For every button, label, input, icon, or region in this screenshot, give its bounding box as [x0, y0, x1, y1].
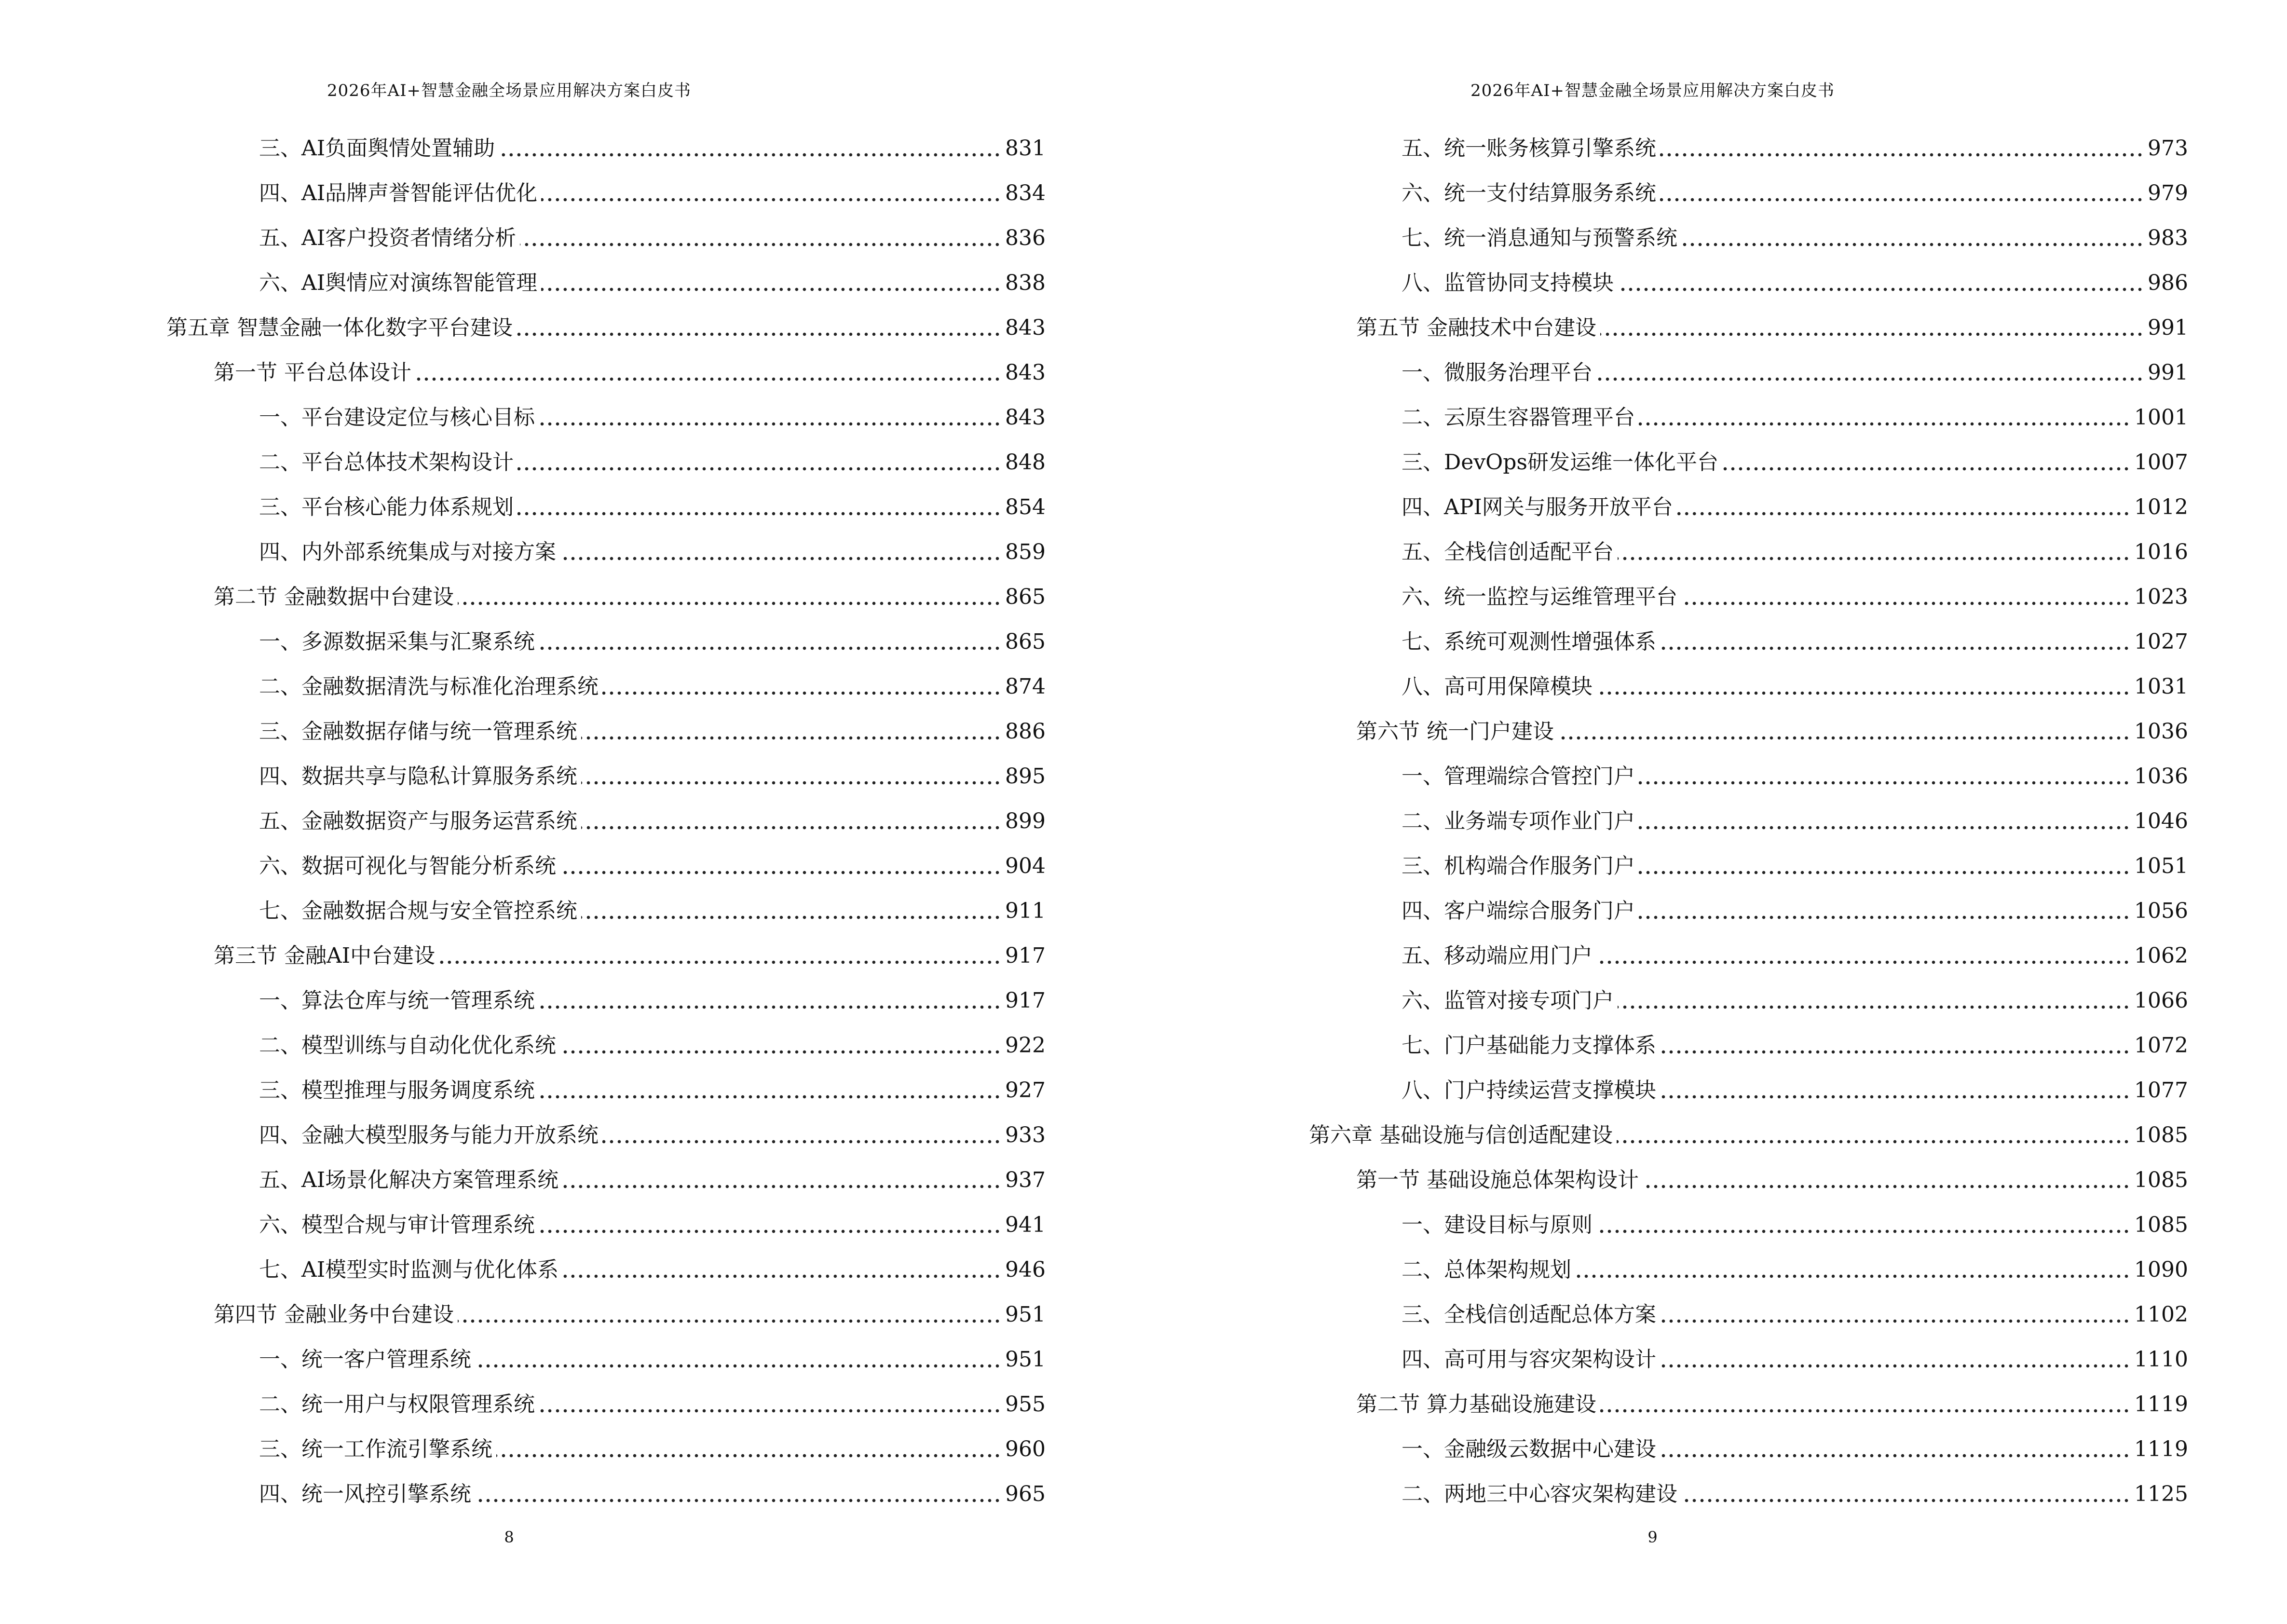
dot-leader — [1681, 1497, 2130, 1504]
toc-entry-page-number: 991 — [2148, 315, 2188, 340]
dot-leader — [458, 1318, 1001, 1324]
dot-leader — [517, 510, 1001, 517]
toc-entry-title: 第一节 基础设施总体架构设计 — [1356, 1168, 1639, 1192]
toc-list — [1309, 118, 2188, 1509]
toc-chapter-entry[interactable] — [166, 298, 1046, 342]
toc-entry-title: 五、全栈信创适配平台 — [1402, 540, 1614, 564]
dot-leader — [1575, 1273, 2130, 1280]
toc-subsection-entry[interactable] — [166, 163, 1046, 208]
toc-subsection-entry[interactable] — [166, 1150, 1046, 1195]
right-page — [1144, 0, 2287, 1624]
toc-entry-title: 一、管理端综合管控门户 — [1402, 764, 1635, 789]
toc-entry-page-number: 1119 — [2134, 1392, 2188, 1417]
toc-entry-title: 一、统一客户管理系统 — [259, 1347, 471, 1372]
toc-subsection-entry[interactable] — [1309, 746, 2188, 791]
dot-leader — [1639, 779, 2130, 786]
toc-subsection-entry[interactable] — [166, 432, 1046, 477]
toc-entry-page-number: 933 — [1005, 1123, 1046, 1147]
toc-subsection-entry[interactable] — [1309, 836, 2188, 881]
toc-subsection-entry[interactable] — [166, 1329, 1046, 1374]
toc-entry-page-number: 1085 — [2134, 1123, 2188, 1147]
dot-leader — [1660, 1318, 2130, 1324]
dot-leader — [602, 1138, 1001, 1145]
toc-subsection-entry[interactable] — [1309, 432, 2188, 477]
toc-entry-title: 二、两地三中心容灾架构建设 — [1402, 1482, 1677, 1506]
dot-leader — [1618, 1004, 2130, 1010]
page-number: 8 — [504, 1528, 514, 1546]
toc-entry-page-number: 1110 — [2134, 1347, 2188, 1372]
toc-subsection-entry[interactable] — [166, 1374, 1046, 1419]
toc-subsection-entry[interactable] — [1309, 1015, 2188, 1060]
toc-entry-page-number: 1001 — [2134, 405, 2188, 430]
toc-subsection-entry[interactable] — [166, 1060, 1046, 1105]
toc-subsection-entry[interactable] — [1309, 1240, 2188, 1284]
toc-entry-title: 六、AI舆情应对演练智能管理 — [259, 271, 538, 295]
dot-leader — [1660, 196, 2144, 203]
toc-entry-page-number: 843 — [1005, 360, 1046, 385]
toc-subsection-entry[interactable] — [1309, 1284, 2188, 1329]
toc-entry-page-number: 973 — [2148, 136, 2188, 161]
toc-subsection-entry[interactable] — [166, 1419, 1046, 1464]
toc-entry-page-number: 865 — [1005, 585, 1046, 609]
toc-entry-title: 三、模型推理与服务调度系统 — [259, 1078, 535, 1103]
toc-entry-title: 三、DevOps研发运维一体化平台 — [1402, 450, 1718, 475]
toc-entry-title: 一、微服务治理平台 — [1402, 360, 1593, 385]
toc-entry-title: 二、云原生容器管理平台 — [1402, 405, 1635, 430]
dot-leader — [581, 735, 1001, 741]
dot-leader — [539, 1228, 1001, 1235]
toc-entry-title: 二、业务端专项作业门户 — [1402, 809, 1635, 833]
toc-section-entry[interactable] — [166, 567, 1046, 612]
toc-entry-page-number: 1056 — [2134, 899, 2188, 923]
toc-subsection-entry[interactable] — [166, 746, 1046, 791]
dot-leader — [1639, 824, 2130, 831]
dot-leader — [1600, 1407, 2130, 1414]
toc-entry-page-number: 946 — [1005, 1257, 1046, 1282]
toc-entry-page-number: 834 — [1005, 181, 1046, 205]
toc-entry-title: 四、内外部系统集成与对接方案 — [259, 540, 556, 564]
toc-entry-page-number: 1072 — [2134, 1033, 2188, 1058]
dot-leader — [1596, 690, 2130, 696]
dot-leader — [539, 1004, 1001, 1010]
toc-entry-page-number: 983 — [2148, 226, 2188, 250]
toc-entry-title: 七、统一消息通知与预警系统 — [1402, 226, 1677, 250]
toc-subsection-entry[interactable] — [166, 522, 1046, 567]
toc-entry-title: 四、AI品牌声誉智能评估优化 — [259, 181, 538, 205]
toc-entry-page-number: 895 — [1005, 764, 1046, 789]
toc-entry-title: 第一节 平台总体设计 — [214, 360, 411, 385]
toc-subsection-entry[interactable] — [1309, 163, 2188, 208]
toc-entry-title: 四、API网关与服务开放平台 — [1402, 495, 1673, 519]
toc-entry-title: 三、金融数据存储与统一管理系统 — [259, 719, 577, 744]
toc-entry-page-number: 922 — [1005, 1033, 1046, 1058]
toc-entry-page-number: 1046 — [2134, 809, 2188, 833]
toc-section-entry[interactable] — [166, 926, 1046, 970]
dot-leader — [539, 645, 1001, 652]
toc-subsection-entry[interactable] — [1309, 656, 2188, 701]
dot-leader — [1677, 510, 2130, 517]
dot-leader — [581, 914, 1001, 921]
toc-section-entry[interactable] — [1309, 1150, 2188, 1195]
dot-leader — [1643, 1183, 2130, 1190]
toc-subsection-entry[interactable] — [1309, 1464, 2188, 1509]
toc-subsection-entry[interactable] — [166, 1105, 1046, 1150]
toc-entry-title: 六、数据可视化与智能分析系统 — [259, 854, 556, 878]
dot-leader — [562, 1183, 1001, 1190]
dot-leader — [1660, 1049, 2130, 1055]
toc-section-entry[interactable] — [166, 1284, 1046, 1329]
toc-entry-page-number: 927 — [1005, 1078, 1046, 1103]
toc-entry-title: 七、系统可观测性增强体系 — [1402, 629, 1656, 654]
toc-subsection-entry[interactable] — [166, 836, 1046, 881]
page-number: 9 — [1647, 1528, 1658, 1546]
toc-entry-title: 七、AI模型实时监测与优化体系 — [259, 1257, 559, 1282]
toc-entry-title: 四、数据共享与隐私计算服务系统 — [259, 764, 577, 789]
toc-subsection-entry[interactable] — [166, 970, 1046, 1015]
dot-leader — [439, 959, 1001, 966]
toc-subsection-entry[interactable] — [1309, 477, 2188, 522]
toc-entry-page-number: 917 — [1005, 943, 1046, 968]
toc-entry-title: 七、门户基础能力支撑体系 — [1402, 1033, 1656, 1058]
dot-leader — [539, 421, 1001, 427]
toc-entry-page-number: 854 — [1005, 495, 1046, 519]
toc-section-entry[interactable] — [1309, 701, 2188, 746]
toc-entry-page-number: 951 — [1005, 1347, 1046, 1372]
toc-entry-title: 五、AI场景化解决方案管理系统 — [259, 1168, 559, 1192]
toc-entry-page-number: 836 — [1005, 226, 1046, 250]
dot-leader — [1618, 286, 2144, 293]
dot-leader — [415, 376, 1001, 382]
toc-entry-page-number: 848 — [1005, 450, 1046, 475]
toc-entry-title: 第五章 智慧金融一体化数字平台建设 — [166, 315, 513, 340]
toc-entry-title: 二、统一用户与权限管理系统 — [259, 1392, 535, 1417]
toc-subsection-entry[interactable] — [166, 1464, 1046, 1509]
toc-subsection-entry[interactable] — [1309, 387, 2188, 432]
toc-entry-title: 第二节 算力基础设施建设 — [1356, 1392, 1596, 1417]
toc-entry-title: 一、建设目标与原则 — [1402, 1213, 1593, 1237]
toc-entry-page-number: 843 — [1005, 315, 1046, 340]
toc-entry-page-number: 886 — [1005, 719, 1046, 744]
toc-section-entry[interactable] — [1309, 1374, 2188, 1419]
toc-section-entry[interactable] — [1309, 298, 2188, 342]
toc-subsection-entry[interactable] — [1309, 612, 2188, 656]
dot-leader — [602, 690, 1001, 696]
toc-entry-page-number: 1077 — [2134, 1078, 2188, 1103]
toc-entry-title: 八、监管协同支持模块 — [1402, 271, 1614, 295]
toc-entry-page-number: 1085 — [2134, 1213, 2188, 1237]
dot-leader — [562, 1273, 1001, 1280]
dot-leader — [1681, 600, 2130, 607]
toc-entry-page-number: 937 — [1005, 1168, 1046, 1192]
toc-subsection-entry[interactable] — [166, 387, 1046, 432]
toc-subsection-entry[interactable] — [166, 208, 1046, 253]
toc-entry-page-number: 960 — [1005, 1437, 1046, 1461]
toc-entry-title: 一、多源数据采集与汇聚系统 — [259, 629, 535, 654]
toc-entry-page-number: 899 — [1005, 809, 1046, 833]
dot-leader — [1596, 1228, 2130, 1235]
toc-entry-page-number: 1119 — [2134, 1437, 2188, 1461]
dot-leader — [539, 1407, 1001, 1414]
toc-entry-page-number: 965 — [1005, 1482, 1046, 1506]
toc-entry-title: 一、金融级云数据中心建设 — [1402, 1437, 1656, 1461]
toc-entry-title: 三、统一工作流引擎系统 — [259, 1437, 492, 1461]
dot-leader — [541, 196, 1001, 203]
toc-entry-page-number: 1090 — [2134, 1257, 2188, 1282]
toc-entry-page-number: 1012 — [2134, 495, 2188, 519]
dot-leader — [1639, 421, 2130, 427]
running-header: 2026年AI+智慧金融全场景应用解决方案白皮书 — [327, 81, 691, 100]
dot-leader — [1660, 1452, 2130, 1459]
toc-subsection-entry[interactable] — [1309, 208, 2188, 253]
dot-leader — [499, 151, 1001, 158]
toc-entry-page-number: 831 — [1005, 136, 1046, 161]
toc-subsection-entry[interactable] — [1309, 791, 2188, 836]
dot-leader — [1722, 465, 2130, 472]
toc-entry-page-number: 1027 — [2134, 629, 2188, 654]
dot-leader — [1681, 241, 2144, 248]
toc-entry-title: 二、模型训练与自动化优化系统 — [259, 1033, 556, 1058]
toc-entry-title: 六、统一支付结算服务系统 — [1402, 181, 1656, 205]
toc-subsection-entry[interactable] — [166, 701, 1046, 746]
toc-entry-page-number: 1085 — [2134, 1168, 2188, 1192]
toc-subsection-entry[interactable] — [1309, 926, 2188, 970]
toc-entry-title: 三、机构端合作服务门户 — [1402, 854, 1635, 878]
toc-entry-page-number: 1066 — [2134, 988, 2188, 1013]
toc-entry-page-number: 1036 — [2134, 764, 2188, 789]
toc-entry-title: 二、金融数据清洗与标准化治理系统 — [259, 674, 599, 699]
toc-entry-page-number: 1023 — [2134, 585, 2188, 609]
dot-leader — [520, 241, 1001, 248]
toc-entry-title: 第三节 金融AI中台建设 — [214, 943, 436, 968]
toc-entry-title: 五、统一账务核算引擎系统 — [1402, 136, 1656, 161]
dot-leader — [1639, 914, 2130, 921]
dot-leader — [496, 1452, 1001, 1459]
toc-subsection-entry[interactable] — [166, 791, 1046, 836]
toc-subsection-entry[interactable] — [166, 1240, 1046, 1284]
dot-leader — [1558, 735, 2130, 741]
dot-leader — [475, 1363, 1001, 1369]
dot-leader — [560, 1049, 1001, 1055]
toc-entry-page-number: 1016 — [2134, 540, 2188, 564]
toc-entry-title: 二、总体架构规划 — [1402, 1257, 1571, 1282]
toc-entry-title: 五、AI客户投资者情绪分析 — [259, 226, 517, 250]
dot-leader — [1660, 645, 2130, 652]
toc-entry-title: 第六章 基础设施与信创适配建设 — [1309, 1123, 1613, 1147]
toc-entry-title: 五、金融数据资产与服务运营系统 — [259, 809, 577, 833]
toc-entry-page-number: 1007 — [2134, 450, 2188, 475]
dot-leader — [1596, 376, 2144, 382]
toc-subsection-entry[interactable] — [1309, 118, 2188, 163]
toc-entry-page-number: 941 — [1005, 1213, 1046, 1237]
toc-section-entry[interactable] — [166, 342, 1046, 387]
toc-entry-title: 六、模型合规与审计管理系统 — [259, 1213, 535, 1237]
toc-entry-page-number: 1036 — [2134, 719, 2188, 744]
toc-entry-page-number: 951 — [1005, 1302, 1046, 1327]
dot-leader — [560, 869, 1001, 876]
toc-entry-title: 四、统一风控引擎系统 — [259, 1482, 471, 1506]
toc-entry-page-number: 991 — [2148, 360, 2188, 385]
dot-leader — [1618, 555, 2130, 562]
dot-leader — [581, 824, 1001, 831]
toc-entry-title: 二、平台总体技术架构设计 — [259, 450, 514, 475]
toc-entry-title: 八、高可用保障模块 — [1402, 674, 1593, 699]
toc-entry-title: 六、统一监控与运维管理平台 — [1402, 585, 1677, 609]
toc-entry-page-number: 917 — [1005, 988, 1046, 1013]
dot-leader — [1600, 331, 2144, 338]
dot-leader — [1660, 151, 2144, 158]
toc-subsection-entry[interactable] — [166, 656, 1046, 701]
dot-leader — [458, 600, 1001, 607]
toc-entry-title: 五、移动端应用门户 — [1402, 943, 1593, 968]
toc-list — [166, 118, 1046, 1509]
toc-entry-page-number: 1031 — [2134, 674, 2188, 699]
toc-subsection-entry[interactable] — [1309, 1419, 2188, 1464]
dot-leader — [1596, 959, 2130, 966]
toc-entry-page-number: 904 — [1005, 854, 1046, 878]
dot-leader — [581, 779, 1001, 786]
dot-leader — [475, 1497, 1001, 1504]
toc-subsection-entry[interactable] — [1309, 881, 2188, 926]
toc-entry-page-number: 859 — [1005, 540, 1046, 564]
dot-leader — [541, 286, 1001, 293]
toc-entry-page-number: 1125 — [2134, 1482, 2188, 1506]
dot-leader — [1660, 1093, 2130, 1100]
dot-leader — [517, 465, 1001, 472]
toc-entry-title: 一、平台建设定位与核心目标 — [259, 405, 535, 430]
toc-subsection-entry[interactable] — [166, 477, 1046, 522]
toc-entry-title: 一、算法仓库与统一管理系统 — [259, 988, 535, 1013]
toc-entry-title: 三、AI负面舆情处置辅助 — [259, 136, 495, 161]
toc-subsection-entry[interactable] — [166, 253, 1046, 298]
running-header: 2026年AI+智慧金融全场景应用解决方案白皮书 — [1470, 81, 1835, 100]
toc-subsection-entry[interactable] — [1309, 970, 2188, 1015]
toc-subsection-entry[interactable] — [166, 612, 1046, 656]
toc-entry-title: 四、客户端综合服务门户 — [1402, 899, 1635, 923]
toc-entry-page-number: 986 — [2148, 271, 2188, 295]
toc-chapter-entry[interactable] — [1309, 1105, 2188, 1150]
toc-subsection-entry[interactable] — [1309, 522, 2188, 567]
toc-entry-page-number: 1051 — [2134, 854, 2188, 878]
toc-entry-title: 六、监管对接专项门户 — [1402, 988, 1614, 1013]
dot-leader — [560, 555, 1001, 562]
toc-entry-title: 三、全栈信创适配总体方案 — [1402, 1302, 1656, 1327]
toc-subsection-entry[interactable] — [1309, 342, 2188, 387]
toc-entry-page-number: 874 — [1005, 674, 1046, 699]
toc-subsection-entry[interactable] — [166, 1195, 1046, 1240]
toc-subsection-entry[interactable] — [1309, 253, 2188, 298]
toc-entry-page-number: 979 — [2148, 181, 2188, 205]
toc-entry-title: 四、金融大模型服务与能力开放系统 — [259, 1123, 599, 1147]
toc-entry-title: 七、金融数据合规与安全管控系统 — [259, 899, 577, 923]
dot-leader — [539, 1093, 1001, 1100]
toc-entry-title: 第二节 金融数据中台建设 — [214, 585, 454, 609]
toc-entry-page-number: 1062 — [2134, 943, 2188, 968]
toc-entry-title: 四、高可用与容灾架构设计 — [1402, 1347, 1656, 1372]
toc-subsection-entry[interactable] — [1309, 1329, 2188, 1374]
toc-entry-page-number: 911 — [1005, 899, 1046, 923]
toc-entry-title: 第四节 金融业务中台建设 — [214, 1302, 454, 1327]
toc-entry-page-number: 865 — [1005, 629, 1046, 654]
toc-subsection-entry[interactable] — [166, 1015, 1046, 1060]
toc-subsection-entry[interactable] — [166, 881, 1046, 926]
dot-leader — [1660, 1363, 2130, 1369]
toc-subsection-entry[interactable] — [1309, 1060, 2188, 1105]
dot-leader — [1617, 1138, 2130, 1145]
dot-leader — [517, 331, 1001, 338]
toc-entry-title: 三、平台核心能力体系规划 — [259, 495, 514, 519]
toc-subsection-entry[interactable] — [1309, 567, 2188, 612]
toc-entry-page-number: 1102 — [2134, 1302, 2188, 1327]
dot-leader — [1639, 869, 2130, 876]
toc-entry-title: 八、门户持续运营支撑模块 — [1402, 1078, 1656, 1103]
toc-entry-title: 第六节 统一门户建设 — [1356, 719, 1554, 744]
toc-entry-title: 第五节 金融技术中台建设 — [1356, 315, 1596, 340]
toc-entry-page-number: 843 — [1005, 405, 1046, 430]
toc-subsection-entry[interactable] — [166, 118, 1046, 163]
toc-entry-page-number: 838 — [1005, 271, 1046, 295]
toc-entry-page-number: 955 — [1005, 1392, 1046, 1417]
toc-subsection-entry[interactable] — [1309, 1195, 2188, 1240]
